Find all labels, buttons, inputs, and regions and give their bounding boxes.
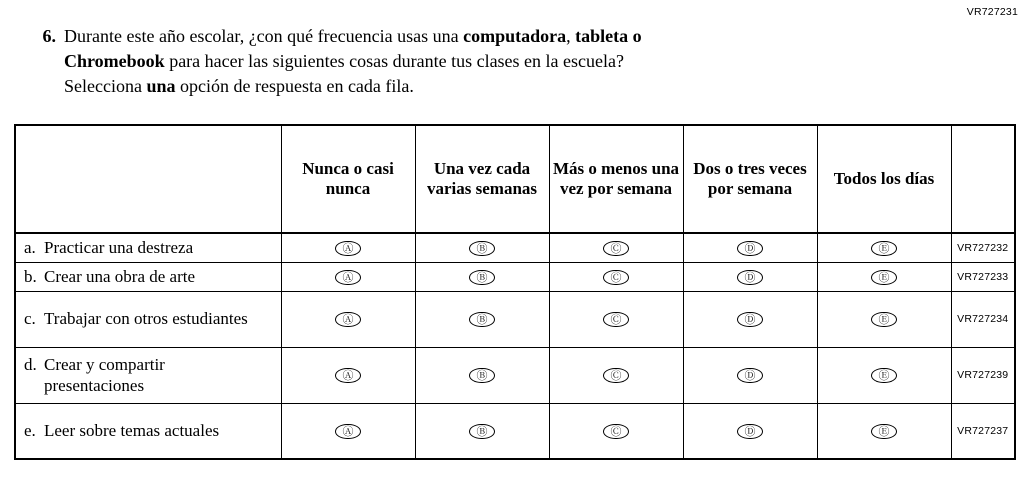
option-a-4[interactable] — [683, 233, 817, 262]
option-a-3[interactable] — [549, 233, 683, 262]
bubble-e-3[interactable]: Ⓒ — [603, 424, 629, 439]
bubble-a-1[interactable]: Ⓐ — [335, 241, 361, 256]
bubble-b-1[interactable]: Ⓐ — [335, 270, 361, 285]
stem-bold-computadora: computadora — [463, 26, 567, 46]
option-d-4[interactable] — [683, 347, 817, 403]
option-b-4[interactable] — [683, 262, 817, 291]
row-id-d: VR727239 — [951, 347, 1015, 403]
question-stem — [30, 24, 870, 99]
row-label-b: b. — [24, 266, 37, 286]
bubble-e-4[interactable]: Ⓓ — [737, 424, 763, 439]
question-text — [64, 24, 642, 99]
option-a-5[interactable] — [817, 233, 951, 262]
table-row — [15, 291, 1015, 347]
option-e-1[interactable] — [281, 403, 415, 459]
stem-bold-una: una — [146, 76, 176, 96]
table-row — [15, 233, 1015, 262]
bubble-a-4[interactable]: Ⓓ — [737, 241, 763, 256]
row-text-c: Trabajar con otros estudiantes — [44, 309, 248, 328]
option-a-2[interactable] — [415, 233, 549, 262]
option-c-2[interactable] — [415, 291, 549, 347]
row-id-a: VR727232 — [951, 233, 1015, 262]
option-c-5[interactable] — [817, 291, 951, 347]
matrix-corner-cell — [15, 125, 281, 233]
bubble-e-2[interactable]: Ⓑ — [469, 424, 495, 439]
bubble-b-2[interactable]: Ⓑ — [469, 270, 495, 285]
row-label-d: d. — [24, 354, 37, 374]
column-header-3: Más o menos una vez por semana — [549, 125, 683, 233]
stem-bold-chromebook: Chromebook — [64, 51, 165, 71]
stem-line3-part1: Selecciona — [64, 76, 147, 96]
row-label-a: a. — [24, 237, 36, 257]
row-id-e: VR727237 — [951, 403, 1015, 459]
bubble-c-5[interactable]: Ⓔ — [871, 312, 897, 327]
option-d-5[interactable] — [817, 347, 951, 403]
row-stem-b — [15, 262, 281, 291]
column-header-1: Nunca o casi nunca — [281, 125, 415, 233]
table-row — [15, 347, 1015, 403]
stem-line2-rest: para hacer las siguientes cosas durante tus clases en la escuela? — [164, 51, 624, 71]
row-text-d: Crear y compartir presentaciones — [44, 354, 165, 395]
option-b-2[interactable] — [415, 262, 549, 291]
bubble-a-3[interactable]: Ⓒ — [603, 241, 629, 256]
bubble-b-3[interactable]: Ⓒ — [603, 270, 629, 285]
item-id-corner: VR727231 — [966, 6, 1018, 18]
bubble-b-5[interactable]: Ⓔ — [871, 270, 897, 285]
option-b-1[interactable] — [281, 262, 415, 291]
bubble-e-1[interactable]: Ⓐ — [335, 424, 361, 439]
stem-line3-part3: opción de respuesta en cada fila. — [175, 76, 414, 96]
stem-line1-part1: Durante este año escolar, ¿con qué frecuencia usas una — [64, 26, 464, 46]
row-id-c: VR727234 — [951, 291, 1015, 347]
row-id-b: VR727233 — [951, 262, 1015, 291]
bubble-b-4[interactable]: Ⓓ — [737, 270, 763, 285]
bubble-c-3[interactable]: Ⓒ — [603, 312, 629, 327]
column-header-5: Todos los días — [817, 125, 951, 233]
row-text-b: Crear una obra de arte — [44, 266, 196, 286]
question-number: 6. — [42, 26, 56, 46]
option-e-3[interactable] — [549, 403, 683, 459]
option-c-3[interactable] — [549, 291, 683, 347]
column-header-4: Dos o tres veces por semana — [683, 125, 817, 233]
response-matrix — [14, 124, 1016, 460]
bubble-d-5[interactable]: Ⓔ — [871, 368, 897, 383]
stem-bold-tableta: tableta o — [575, 26, 642, 46]
option-e-4[interactable] — [683, 403, 817, 459]
bubble-c-2[interactable]: Ⓑ — [469, 312, 495, 327]
table-row — [15, 403, 1015, 459]
bubble-d-2[interactable]: Ⓑ — [469, 368, 495, 383]
row-stem-d — [15, 347, 281, 403]
option-d-2[interactable] — [415, 347, 549, 403]
option-d-1[interactable] — [281, 347, 415, 403]
row-stem-e — [15, 403, 281, 459]
bubble-a-5[interactable]: Ⓔ — [871, 241, 897, 256]
option-e-2[interactable] — [415, 403, 549, 459]
bubble-e-5[interactable]: Ⓔ — [871, 424, 897, 439]
matrix-header-row — [15, 125, 1015, 233]
option-a-1[interactable] — [281, 233, 415, 262]
bubble-d-1[interactable]: Ⓐ — [335, 368, 361, 383]
option-d-3[interactable] — [549, 347, 683, 403]
column-header-2: Una vez cada varias semanas — [415, 125, 549, 233]
row-label-c: c. — [24, 309, 36, 328]
stem-line1-comma: , — [566, 26, 576, 46]
bubble-c-4[interactable]: Ⓓ — [737, 312, 763, 327]
row-stem-c — [15, 291, 281, 347]
option-e-5[interactable] — [817, 403, 951, 459]
option-c-4[interactable] — [683, 291, 817, 347]
option-c-1[interactable] — [281, 291, 415, 347]
row-stem-a — [15, 233, 281, 262]
option-b-5[interactable] — [817, 262, 951, 291]
id-column-header — [951, 125, 1015, 233]
row-label-e: e. — [24, 420, 36, 440]
bubble-d-3[interactable]: Ⓒ — [603, 368, 629, 383]
option-b-3[interactable] — [549, 262, 683, 291]
bubble-c-1[interactable]: Ⓐ — [335, 312, 361, 327]
table-row — [15, 262, 1015, 291]
bubble-d-4[interactable]: Ⓓ — [737, 368, 763, 383]
row-text-e: Leer sobre temas actuales — [44, 420, 220, 440]
bubble-a-2[interactable]: Ⓑ — [469, 241, 495, 256]
row-text-a: Practicar una destreza — [44, 237, 194, 257]
